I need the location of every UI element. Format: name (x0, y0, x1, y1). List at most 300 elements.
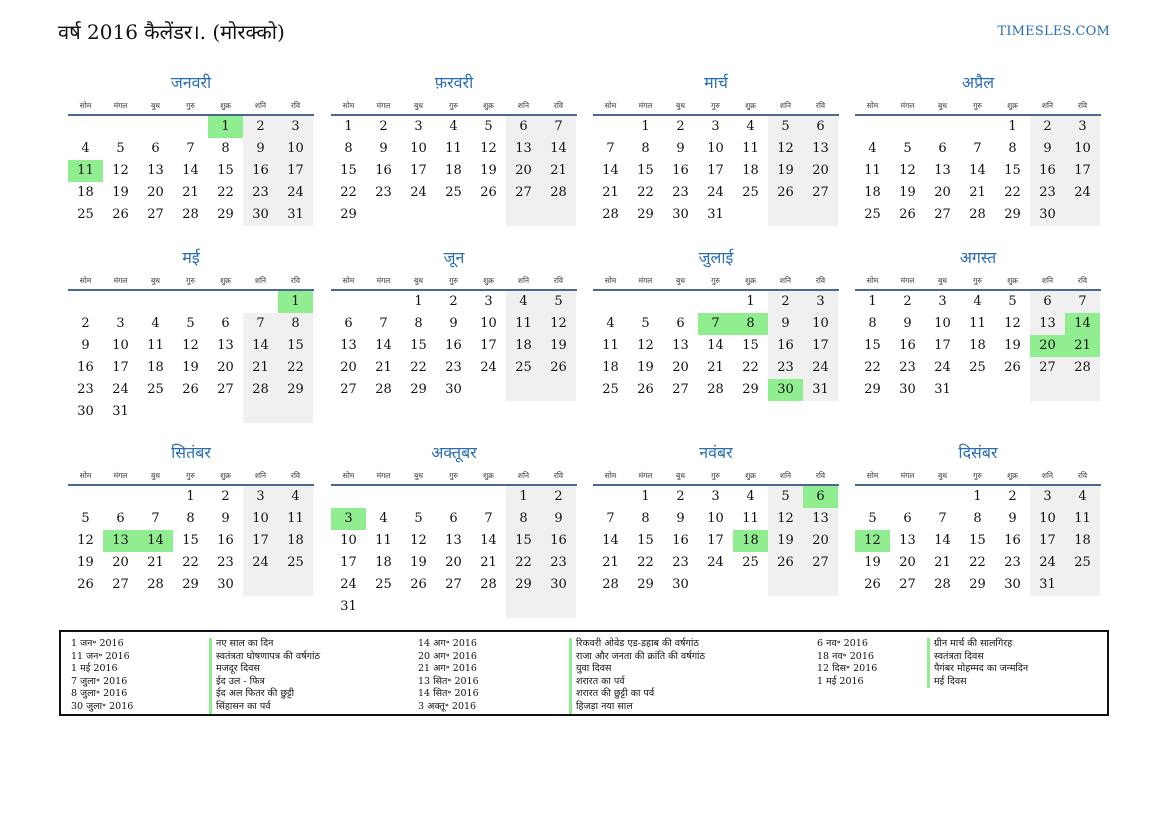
day-cell[interactable]: 27 (934, 207, 951, 222)
day-cell[interactable]: 8 (733, 313, 768, 335)
day-cell[interactable]: 30 (672, 577, 689, 592)
day-cell[interactable]: 13 (1030, 313, 1065, 335)
day-cell[interactable]: 28 (934, 577, 951, 592)
day-cell[interactable]: 21 (707, 360, 724, 375)
day-cell[interactable]: 5 (414, 511, 423, 526)
day-cell[interactable]: 18 (375, 555, 392, 570)
day-cell[interactable]: 8 (641, 141, 650, 156)
day-cell[interactable]: 26 (541, 357, 576, 379)
day-cell[interactable]: 29 (637, 207, 654, 222)
day-cell[interactable]: 12 (768, 138, 803, 160)
day-cell[interactable]: 9 (1030, 138, 1065, 160)
day-cell[interactable]: 5 (186, 316, 195, 331)
day-cell[interactable]: 18 (742, 163, 759, 178)
day-cell[interactable]: 7 (698, 313, 733, 335)
day-cell[interactable]: 6 (344, 316, 353, 331)
day-cell[interactable]: 27 (340, 382, 357, 397)
day-cell[interactable]: 10 (480, 316, 497, 331)
day-cell[interactable]: 6 (116, 511, 125, 526)
day-cell[interactable]: 17 (934, 338, 951, 353)
day-cell[interactable]: 2 (1030, 116, 1065, 138)
day-cell[interactable]: 19 (1004, 338, 1021, 353)
day-cell[interactable]: 16 (77, 360, 94, 375)
day-cell[interactable]: 10 (934, 316, 951, 331)
day-cell[interactable]: 19 (112, 185, 129, 200)
day-cell[interactable]: 15 (506, 530, 541, 552)
day-cell[interactable]: 12 (541, 313, 576, 335)
day-cell[interactable]: 22 (1004, 185, 1021, 200)
day-cell[interactable]: 22 (864, 360, 881, 375)
day-cell[interactable]: 6 (676, 316, 685, 331)
day-cell[interactable]: 5 (1008, 294, 1017, 309)
day-cell[interactable]: 22 (506, 552, 541, 574)
day-cell[interactable]: 7 (1065, 291, 1100, 313)
day-cell[interactable]: 10 (243, 508, 278, 530)
day-cell[interactable]: 9 (903, 316, 912, 331)
day-cell[interactable]: 28 (707, 382, 724, 397)
day-cell[interactable]: 16 (768, 335, 803, 357)
day-cell[interactable]: 16 (1030, 160, 1065, 182)
day-cell[interactable]: 21 (147, 555, 164, 570)
day-cell[interactable]: 20 (506, 160, 541, 182)
day-cell[interactable]: 19 (768, 160, 803, 182)
day-cell[interactable]: 6 (506, 116, 541, 138)
day-cell[interactable]: 15 (340, 163, 357, 178)
day-cell[interactable]: 25 (445, 185, 462, 200)
day-cell[interactable]: 4 (1065, 486, 1100, 508)
day-cell[interactable]: 8 (868, 316, 877, 331)
day-cell[interactable]: 29 (410, 382, 427, 397)
day-cell[interactable]: 28 (147, 577, 164, 592)
day-cell[interactable]: 14 (182, 163, 199, 178)
day-cell[interactable]: 17 (278, 160, 313, 182)
day-cell[interactable]: 5 (903, 141, 912, 156)
day-cell[interactable]: 20 (803, 160, 838, 182)
day-cell[interactable]: 18 (445, 163, 462, 178)
day-cell[interactable]: 23 (672, 185, 689, 200)
day-cell[interactable]: 9 (541, 508, 576, 530)
day-cell[interactable]: 9 (221, 511, 230, 526)
day-cell[interactable]: 29 (506, 574, 541, 596)
day-cell[interactable]: 19 (637, 360, 654, 375)
day-cell[interactable]: 3 (711, 119, 720, 134)
day-cell[interactable]: 2 (903, 294, 912, 309)
day-cell[interactable]: 23 (243, 182, 278, 204)
day-cell[interactable]: 6 (803, 116, 838, 138)
day-cell[interactable]: 24 (707, 185, 724, 200)
day-cell[interactable]: 13 (103, 530, 138, 552)
day-cell[interactable]: 2 (221, 489, 230, 504)
day-cell[interactable]: 2 (379, 119, 388, 134)
day-cell[interactable]: 25 (77, 207, 94, 222)
site-link[interactable]: TIMESLES.COM (997, 24, 1110, 39)
day-cell[interactable]: 1 (208, 116, 243, 138)
day-cell[interactable]: 24 (278, 182, 313, 204)
day-cell[interactable]: 13 (506, 138, 541, 160)
day-cell[interactable]: 5 (768, 486, 803, 508)
day-cell[interactable]: 3 (1030, 486, 1065, 508)
day-cell[interactable]: 15 (742, 338, 759, 353)
day-cell[interactable]: 22 (340, 185, 357, 200)
day-cell[interactable]: 29 (217, 207, 234, 222)
day-cell[interactable]: 31 (803, 379, 838, 401)
day-cell[interactable]: 24 (410, 185, 427, 200)
day-cell[interactable]: 17 (1065, 160, 1100, 182)
day-cell[interactable]: 18 (278, 530, 313, 552)
day-cell[interactable]: 11 (278, 508, 313, 530)
day-cell[interactable]: 26 (768, 182, 803, 204)
day-cell[interactable]: 9 (768, 313, 803, 335)
day-cell[interactable]: 7 (606, 141, 615, 156)
day-cell[interactable]: 6 (449, 511, 458, 526)
day-cell[interactable]: 18 (506, 335, 541, 357)
day-cell[interactable]: 31 (707, 207, 724, 222)
day-cell[interactable]: 11 (506, 313, 541, 335)
day-cell[interactable]: 15 (278, 335, 313, 357)
day-cell[interactable]: 17 (707, 163, 724, 178)
day-cell[interactable]: 21 (602, 185, 619, 200)
day-cell[interactable]: 12 (480, 141, 497, 156)
day-cell[interactable]: 3 (711, 489, 720, 504)
day-cell[interactable]: 16 (217, 533, 234, 548)
day-cell[interactable]: 9 (676, 511, 685, 526)
day-cell[interactable]: 27 (506, 182, 541, 204)
day-cell[interactable]: 12 (1004, 316, 1021, 331)
day-cell[interactable]: 22 (217, 185, 234, 200)
day-cell[interactable]: 5 (541, 291, 576, 313)
day-cell[interactable]: 11 (147, 338, 164, 353)
day-cell[interactable]: 29 (340, 207, 357, 222)
day-cell[interactable]: 12 (77, 533, 94, 548)
day-cell[interactable]: 27 (217, 382, 234, 397)
day-cell[interactable]: 4 (606, 316, 615, 331)
day-cell[interactable]: 2 (449, 294, 458, 309)
day-cell[interactable]: 11 (1065, 508, 1100, 530)
day-cell[interactable]: 20 (340, 360, 357, 375)
day-cell[interactable]: 9 (379, 141, 388, 156)
day-cell[interactable]: 10 (278, 138, 313, 160)
day-cell[interactable]: 11 (742, 141, 759, 156)
day-cell[interactable]: 31 (934, 382, 951, 397)
day-cell[interactable]: 31 (1030, 574, 1065, 596)
day-cell[interactable]: 31 (340, 599, 357, 614)
day-cell[interactable]: 8 (414, 316, 423, 331)
day-cell[interactable]: 3 (331, 508, 366, 530)
day-cell[interactable]: 7 (484, 511, 493, 526)
day-cell[interactable]: 9 (81, 338, 90, 353)
day-cell[interactable]: 14 (138, 530, 173, 552)
day-cell[interactable]: 7 (541, 116, 576, 138)
day-cell[interactable]: 25 (742, 555, 759, 570)
day-cell[interactable]: 25 (278, 552, 313, 574)
day-cell[interactable]: 21 (182, 185, 199, 200)
day-cell[interactable]: 28 (1065, 357, 1100, 379)
day-cell[interactable]: 4 (506, 291, 541, 313)
day-cell[interactable]: 20 (803, 530, 838, 552)
day-cell[interactable]: 19 (182, 360, 199, 375)
day-cell[interactable]: 29 (1004, 207, 1021, 222)
day-cell[interactable]: 10 (1030, 508, 1065, 530)
day-cell[interactable]: 6 (151, 141, 160, 156)
day-cell[interactable]: 25 (506, 357, 541, 379)
day-cell[interactable]: 8 (221, 141, 230, 156)
day-cell[interactable]: 24 (1030, 552, 1065, 574)
day-cell[interactable]: 17 (480, 338, 497, 353)
day-cell[interactable]: 31 (278, 204, 313, 226)
day-cell[interactable]: 26 (864, 577, 881, 592)
day-cell[interactable]: 31 (112, 404, 129, 419)
day-cell[interactable]: 21 (375, 360, 392, 375)
day-cell[interactable]: 3 (484, 294, 493, 309)
day-cell[interactable]: 1 (868, 294, 877, 309)
day-cell[interactable]: 8 (641, 511, 650, 526)
day-cell[interactable]: 15 (1004, 163, 1021, 178)
day-cell[interactable]: 13 (899, 533, 916, 548)
day-cell[interactable]: 16 (672, 163, 689, 178)
day-cell[interactable]: 15 (217, 163, 234, 178)
day-cell[interactable]: 17 (803, 335, 838, 357)
day-cell[interactable]: 4 (278, 486, 313, 508)
day-cell[interactable]: 1 (1008, 119, 1017, 134)
day-cell[interactable]: 27 (672, 382, 689, 397)
day-cell[interactable]: 26 (899, 207, 916, 222)
day-cell[interactable]: 2 (676, 489, 685, 504)
day-cell[interactable]: 19 (480, 163, 497, 178)
day-cell[interactable]: 10 (410, 141, 427, 156)
day-cell[interactable]: 28 (602, 207, 619, 222)
day-cell[interactable]: 11 (445, 141, 462, 156)
day-cell[interactable]: 22 (742, 360, 759, 375)
day-cell[interactable]: 23 (899, 360, 916, 375)
day-cell[interactable]: 4 (868, 141, 877, 156)
day-cell[interactable]: 12 (182, 338, 199, 353)
day-cell[interactable]: 16 (541, 530, 576, 552)
day-cell[interactable]: 27 (899, 577, 916, 592)
day-cell[interactable]: 27 (445, 577, 462, 592)
day-cell[interactable]: 20 (934, 185, 951, 200)
day-cell[interactable]: 20 (672, 360, 689, 375)
day-cell[interactable]: 2 (1008, 489, 1017, 504)
day-cell[interactable]: 4 (746, 489, 755, 504)
day-cell[interactable]: 27 (803, 552, 838, 574)
day-cell[interactable]: 9 (449, 316, 458, 331)
day-cell[interactable]: 5 (484, 119, 493, 134)
day-cell[interactable]: 11 (969, 316, 986, 331)
day-cell[interactable]: 23 (77, 382, 94, 397)
day-cell[interactable]: 28 (541, 182, 576, 204)
day-cell[interactable]: 10 (803, 313, 838, 335)
day-cell[interactable]: 18 (969, 338, 986, 353)
day-cell[interactable]: 7 (973, 141, 982, 156)
day-cell[interactable]: 5 (868, 511, 877, 526)
day-cell[interactable]: 6 (221, 316, 230, 331)
day-cell[interactable]: 18 (602, 360, 619, 375)
day-cell[interactable]: 8 (344, 141, 353, 156)
day-cell[interactable]: 25 (375, 577, 392, 592)
day-cell[interactable]: 1 (344, 119, 353, 134)
day-cell[interactable]: 4 (81, 141, 90, 156)
day-cell[interactable]: 14 (375, 338, 392, 353)
day-cell[interactable]: 11 (864, 163, 881, 178)
day-cell[interactable]: 29 (864, 382, 881, 397)
day-cell[interactable]: 1 (973, 489, 982, 504)
day-cell[interactable]: 24 (1065, 182, 1100, 204)
day-cell[interactable]: 18 (147, 360, 164, 375)
day-cell[interactable]: 29 (278, 379, 313, 401)
day-cell[interactable]: 9 (1008, 511, 1017, 526)
day-cell[interactable]: 13 (147, 163, 164, 178)
day-cell[interactable]: 30 (1030, 204, 1065, 226)
day-cell[interactable]: 3 (938, 294, 947, 309)
day-cell[interactable]: 17 (410, 163, 427, 178)
day-cell[interactable]: 28 (182, 207, 199, 222)
day-cell[interactable]: 13 (803, 508, 838, 530)
day-cell[interactable]: 28 (969, 207, 986, 222)
day-cell[interactable]: 14 (602, 533, 619, 548)
day-cell[interactable]: 30 (243, 204, 278, 226)
day-cell[interactable]: 14 (480, 533, 497, 548)
day-cell[interactable]: 26 (77, 577, 94, 592)
day-cell[interactable]: 23 (217, 555, 234, 570)
day-cell[interactable]: 8 (1008, 141, 1017, 156)
day-cell[interactable]: 6 (938, 141, 947, 156)
day-cell[interactable]: 19 (541, 335, 576, 357)
day-cell[interactable]: 15 (410, 338, 427, 353)
day-cell[interactable]: 16 (672, 533, 689, 548)
day-cell[interactable]: 5 (768, 116, 803, 138)
day-cell[interactable]: 17 (1030, 530, 1065, 552)
day-cell[interactable]: 23 (1030, 182, 1065, 204)
day-cell[interactable]: 18 (1065, 530, 1100, 552)
day-cell[interactable]: 25 (147, 382, 164, 397)
day-cell[interactable]: 1 (746, 294, 755, 309)
day-cell[interactable]: 6 (803, 486, 838, 508)
day-cell[interactable]: 18 (77, 185, 94, 200)
day-cell[interactable]: 10 (707, 511, 724, 526)
day-cell[interactable]: 12 (768, 508, 803, 530)
day-cell[interactable]: 22 (410, 360, 427, 375)
day-cell[interactable]: 10 (1065, 138, 1100, 160)
day-cell[interactable]: 13 (672, 338, 689, 353)
day-cell[interactable]: 7 (243, 313, 278, 335)
day-cell[interactable]: 26 (182, 382, 199, 397)
day-cell[interactable]: 13 (934, 163, 951, 178)
day-cell[interactable]: 7 (186, 141, 195, 156)
day-cell[interactable]: 11 (602, 338, 619, 353)
day-cell[interactable]: 16 (445, 338, 462, 353)
day-cell[interactable]: 7 (938, 511, 947, 526)
day-cell[interactable]: 20 (147, 185, 164, 200)
day-cell[interactable]: 7 (606, 511, 615, 526)
day-cell[interactable]: 27 (112, 577, 129, 592)
day-cell[interactable]: 25 (969, 360, 986, 375)
day-cell[interactable]: 9 (676, 141, 685, 156)
day-cell[interactable]: 21 (243, 357, 278, 379)
day-cell[interactable]: 29 (969, 577, 986, 592)
day-cell[interactable]: 14 (602, 163, 619, 178)
day-cell[interactable]: 16 (243, 160, 278, 182)
day-cell[interactable]: 17 (243, 530, 278, 552)
day-cell[interactable]: 30 (541, 574, 576, 596)
day-cell[interactable]: 29 (742, 382, 759, 397)
day-cell[interactable]: 21 (480, 555, 497, 570)
day-cell[interactable]: 2 (676, 119, 685, 134)
day-cell[interactable]: 9 (243, 138, 278, 160)
day-cell[interactable]: 18 (733, 530, 768, 552)
day-cell[interactable]: 15 (969, 533, 986, 548)
day-cell[interactable]: 2 (81, 316, 90, 331)
day-cell[interactable]: 15 (637, 163, 654, 178)
day-cell[interactable]: 4 (151, 316, 160, 331)
day-cell[interactable]: 5 (116, 141, 125, 156)
day-cell[interactable]: 30 (768, 379, 803, 401)
day-cell[interactable]: 1 (506, 486, 541, 508)
day-cell[interactable]: 18 (864, 185, 881, 200)
day-cell[interactable]: 27 (1030, 357, 1065, 379)
day-cell[interactable]: 12 (410, 533, 427, 548)
day-cell[interactable]: 21 (541, 160, 576, 182)
day-cell[interactable]: 24 (112, 382, 129, 397)
day-cell[interactable]: 8 (973, 511, 982, 526)
day-cell[interactable]: 27 (803, 182, 838, 204)
day-cell[interactable]: 23 (672, 555, 689, 570)
day-cell[interactable]: 10 (112, 338, 129, 353)
day-cell[interactable]: 6 (1030, 291, 1065, 313)
day-cell[interactable]: 14 (1065, 313, 1100, 335)
day-cell[interactable]: 26 (768, 552, 803, 574)
day-cell[interactable]: 17 (112, 360, 129, 375)
day-cell[interactable]: 28 (480, 577, 497, 592)
day-cell[interactable]: 29 (182, 577, 199, 592)
day-cell[interactable]: 1 (278, 291, 313, 313)
day-cell[interactable]: 7 (151, 511, 160, 526)
day-cell[interactable]: 5 (81, 511, 90, 526)
day-cell[interactable]: 28 (243, 379, 278, 401)
day-cell[interactable]: 23 (768, 357, 803, 379)
day-cell[interactable]: 1 (641, 119, 650, 134)
day-cell[interactable]: 4 (973, 294, 982, 309)
day-cell[interactable]: 26 (112, 207, 129, 222)
day-cell[interactable]: 4 (379, 511, 388, 526)
day-cell[interactable]: 3 (278, 116, 313, 138)
day-cell[interactable]: 21 (1065, 335, 1100, 357)
day-cell[interactable]: 29 (637, 577, 654, 592)
day-cell[interactable]: 12 (899, 163, 916, 178)
day-cell[interactable]: 26 (410, 577, 427, 592)
day-cell[interactable]: 4 (449, 119, 458, 134)
day-cell[interactable]: 19 (899, 185, 916, 200)
day-cell[interactable]: 13 (445, 533, 462, 548)
day-cell[interactable]: 16 (1004, 533, 1021, 548)
day-cell[interactable]: 19 (410, 555, 427, 570)
day-cell[interactable]: 24 (480, 360, 497, 375)
day-cell[interactable]: 21 (969, 185, 986, 200)
day-cell[interactable]: 10 (707, 141, 724, 156)
day-cell[interactable]: 7 (379, 316, 388, 331)
day-cell[interactable]: 17 (707, 533, 724, 548)
day-cell[interactable]: 20 (1030, 335, 1065, 357)
day-cell[interactable]: 2 (541, 486, 576, 508)
day-cell[interactable]: 23 (1004, 555, 1021, 570)
day-cell[interactable]: 13 (217, 338, 234, 353)
day-cell[interactable]: 14 (969, 163, 986, 178)
day-cell[interactable]: 3 (116, 316, 125, 331)
day-cell[interactable]: 16 (375, 163, 392, 178)
day-cell[interactable]: 16 (899, 338, 916, 353)
day-cell[interactable]: 3 (803, 291, 838, 313)
day-cell[interactable]: 30 (899, 382, 916, 397)
day-cell[interactable]: 2 (243, 116, 278, 138)
